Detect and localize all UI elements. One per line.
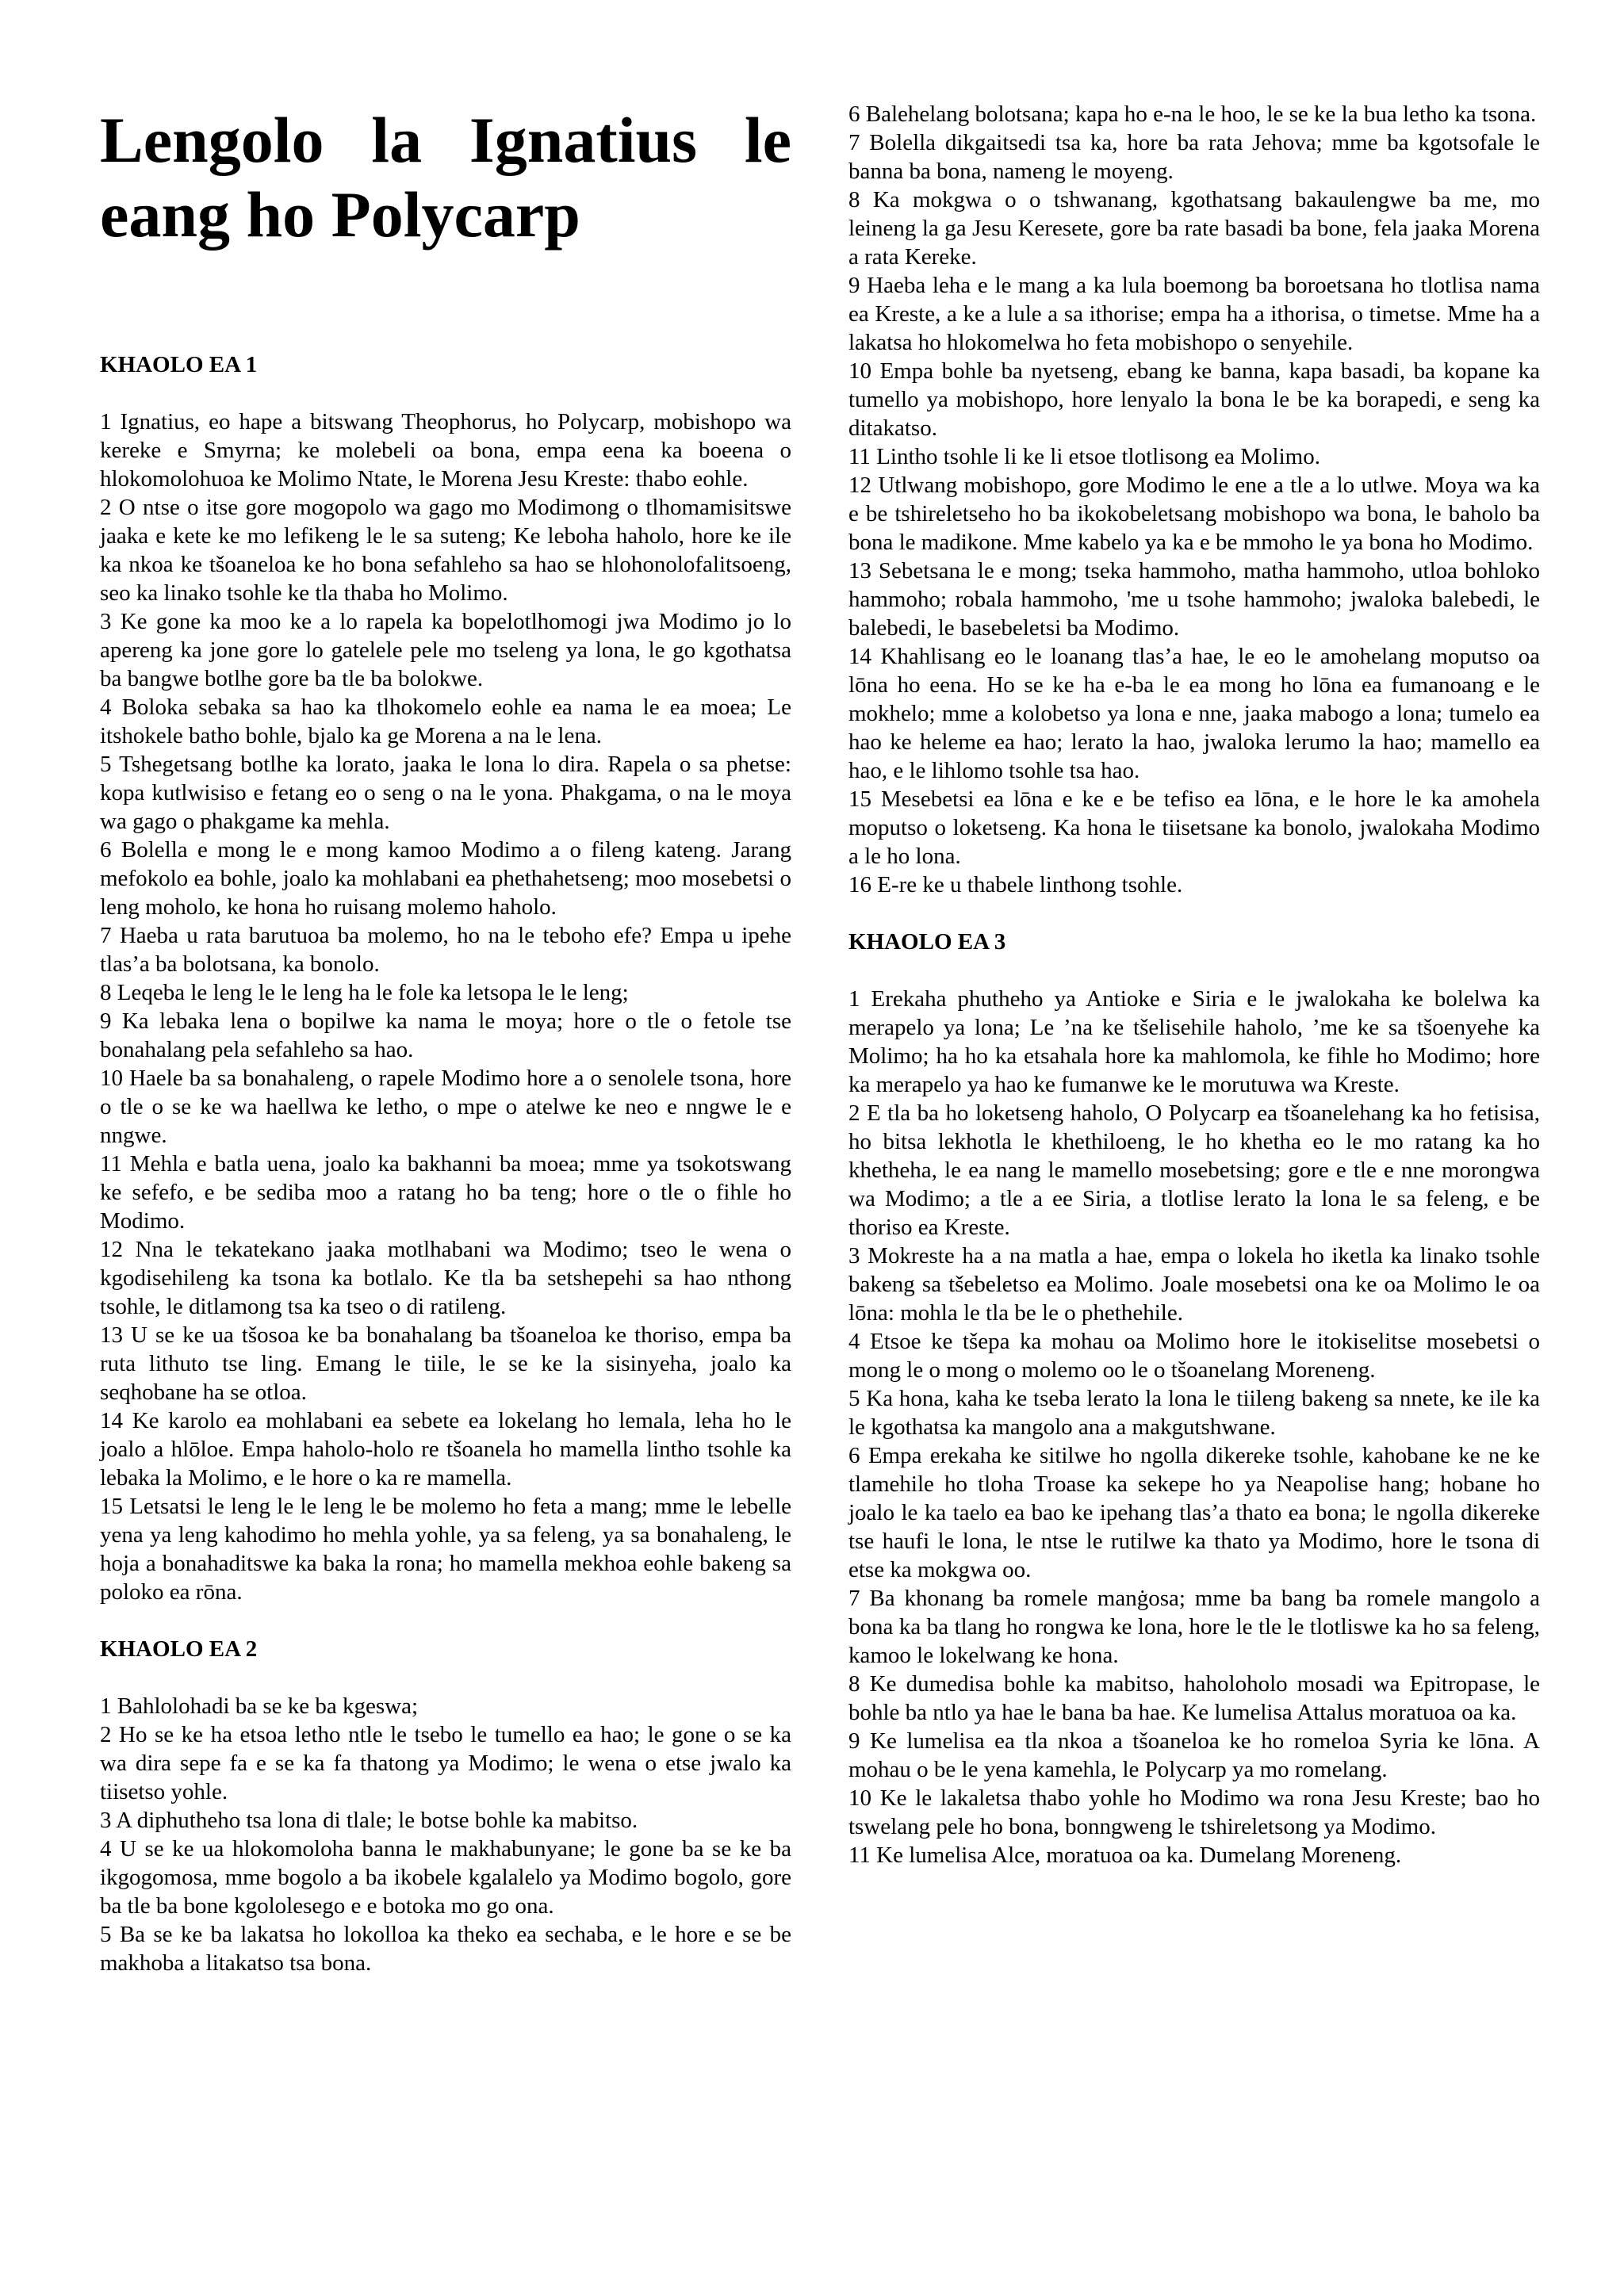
verse: 4 Boloka sebaka sa hao ka tlhokomelo eohle ea nama le ea moea; Le itshokele batho bohle, bjalo ka ge Morena a na le lena. — [100, 695, 791, 748]
chapter-1-heading: KHAOLO EA 1 — [100, 352, 258, 377]
verse: 1 Erekaha phutheho ya Antioke e Siria e le jwalokaha ke bolelwa ka merapelo ya lona; Le ’na ke tšelisehile haholo, ’me ke sa tšoenyehe ka Molimo; ha ho ka etsahala hore ka mahlomola, ke fihle ho Modimo; hore ka merapelo ya hao ke fumanwe ke le morutuwa wa Kreste. — [848, 986, 1540, 1097]
verse: 11 Ke lumelisa Alce, moratuoa oa ka. Dumelang Moreneng. — [848, 1843, 1402, 1868]
chapter-1-verses — [100, 408, 791, 1606]
verse: 2 E tla ba ho loketseng haholo, O Polycarp ea tšoanelehang ka ho fetisisa, ho bitsa lekhotla le khethiloeng, le ho khetha eo le mo ratang ka ho khetheha, le ea nang le mamello mosebetsing; gore e tle e nne morongwa wa Modimo; a tle a ee Siria, a tlotlise lerato la lona le sa feleng, e be thoriso ea Kreste. — [848, 1100, 1540, 1240]
verse: 11 Mehla e batla uena, joalo ka bakhanni ba moea; mme ya tsokotswang ke sefefo, e be sediba moo a ratang ho ba teng; hore o tle o fihle ho Modimo. — [100, 1151, 791, 1234]
chapter-2-verses-left — [100, 1692, 791, 1977]
verse: 3 A diphutheho tsa lona di tlale; le botse bohle ka mabitso. — [100, 1808, 638, 1833]
verse: 16 E-re ke u thabele linthong tsohle. — [848, 872, 1183, 897]
verse: 15 Letsatsi le leng le le leng le be molemo ho feta a mang; mme le lebelle yena ya leng kahodimo ho mehla yohle, ya sa feleng, ya sa bonahaleng, le hoja a bonahaditswe ka baka la rona; ho mamella mekhoa eohle bakeng sa poloko ea rōna. — [100, 1494, 791, 1605]
verse: 12 Nna le tekatekano jaaka motlhabani wa Modimo; tseo le wena o kgodisehileng ka tsona ka botlalo. Ke tla ba setshepehi sa hao nthong tsohle, le ditlamong tsa ka tseo o di ratileng. — [100, 1237, 791, 1319]
title-line-1: Lengolo la Ignatius le — [100, 104, 791, 176]
verse: 10 Ke le lakaletsa thabo yohle ho Modimo wa rona Jesu Kreste; bao ho tswelang pele ho bona, bonngweng le tshireletsong ya Modimo. — [848, 1785, 1540, 1839]
verse: 11 Lintho tsohle li ke li etsoe tlotlisong ea Molimo. — [848, 444, 1320, 469]
right-column — [848, 100, 1540, 1869]
verse: 3 Mokreste ha a na matla a hae, empa o lokela ho iketla ka linako tsohle bakeng sa tšebeletso ea Molimo. Joale mosebetsi ona ke oa Molimo le oa lōna: mohla le tla be le o phethehile. — [848, 1243, 1540, 1326]
verse: 13 U se ke ua tšosoa ke ba bonahalang ba tšoaneloa ke thoriso, empa ba ruta lithuto tse ling. Emang le tiile, le se ke la sisinyeha, joalo ka seqhobane ha se otloa. — [100, 1322, 791, 1405]
verse: 6 Bolella e mong le e mong kamoo Modimo a o fileng kateng. Jarang mefokolo ea bohle, joalo ka mohlabani ea phethahetseng; moo mosebetsi o leng moholo, ke hona ho ruisang molemo haholo. — [100, 837, 791, 920]
verse: 7 Bolella dikgaitsedi tsa ka, hore ba rata Jehova; mme ba kgotsofale le banna ba bona, nameng le moyeng. — [848, 130, 1540, 184]
verse: 2 Ho se ke ha etsoa letho ntle le tsebo le tumello ea hao; le gone o se ka wa dira sepe fa e se ka fa thatong ya Modimo; le wena o etse jwalo ka tiisetso yohle. — [100, 1722, 791, 1804]
verse: 14 Ke karolo ea mohlabani ea sebete ea lokelang ho lemala, leha ho le joalo a hlōloe. Empa haholo-holo re tšoanela ho mamella lintho tsohle ka lebaka la Molimo, e le hore o ka re mamella. — [100, 1408, 791, 1490]
chapter-2-verses-right — [848, 100, 1540, 899]
verse: 10 Haele ba sa bonahaleng, o rapele Modimo hore a o senolele tsona, hore o tle o se ke wa haellwa ke letho, o mpe o atelwe ke neo e nngwe le e nngwe. — [100, 1066, 791, 1148]
verse: 7 Ba khonang ba romele manġosa; mme ba bang ba romele mangolo a bona ka ba tlang ho rongwa ke lona, hore le tle le tlotliswe ka ho sa feleng, kamoo le lokelwang ke hona. — [848, 1586, 1540, 1668]
verse: 1 Bahlolohadi ba se ke ba kgeswa; — [100, 1693, 419, 1719]
verse: 4 U se ke ua hlokomoloha banna le makhabunyane; le gone ba se ke ba ikgogomosa, mme bogolo a ba ikobele kgalalelo ya Modimo bogolo, gore ba tle ba bone kgololesego e e botoka mo go ona. — [100, 1836, 791, 1919]
verse: 7 Haeba u rata barutuoa ba molemo, ho na le teboho efe? Empa u ipehe tlas’a ba bolotsana, ka bonolo. — [100, 923, 791, 977]
title-line-2: eang ho Polycarp — [100, 178, 580, 251]
verse: 9 Ke lumelisa ea tla nkoa a tšoaneloa ke ho romeloa Syria ke lōna. A mohau o be le yena kamehla, le Polycarp ya mo romelang. — [848, 1728, 1540, 1782]
verse: 5 Tshegetsang botlhe ka lorato, jaaka le lona lo dira. Rapela o sa phetse: kopa kutlwisiso e fetang eo o seng o na le yona. Phakgama, o na le moya wa gago o phakgame ka mehla. — [100, 752, 791, 834]
chapter-2-heading: KHAOLO EA 2 — [100, 1636, 258, 1662]
verse: 14 Khahlisang eo le loanang tlas’a hae, le eo le amohelang moputso oa lōna ho eena. Ho se ke ha e-ba le ea mong ho lōna ea fumanoang e le mokhelo; mme a kolobetso ya lona e nne, jaaka mabogo a lona; tumelo ea hao ke heleme ea hao; lerato la hao, jwaloka lerumo la hao; mamello ea hao, e le lihlomo tsohle tsa hao. — [848, 644, 1540, 783]
verse: 5 Ka hona, kaha ke tseba lerato la lona le tiileng bakeng sa nnete, ke ile ka le kgothatsa ka mangolo ana a makgutshwane. — [848, 1386, 1540, 1440]
verse: 8 Ke dumedisa bohle ka mabitso, haholoholo mosadi wa Epitropase, le bohle ba ntlo ya hae le bana ba hae. Ke lumelisa Attalus moratuoa oa ka. — [848, 1671, 1540, 1725]
verse: 15 Mesebetsi ea lōna e ke e be tefiso ea lōna, e le hore le ka amohela moputso o loketseng. Ka hona le tiisetsane ka bonolo, jwalokaha Modimo a le ho lona. — [848, 786, 1540, 869]
verse: 2 O ntse o itse gore mogopolo wa gago mo Modimong o tlhomamisitswe jaaka e kete ke mo lefikeng le le sa suteng; Ke leboha haholo, hore ke ile ka nkoa ke tšoaneloa ke ho bona sefahleho sa hao se hlohonolofalitsoeng, seo ka linako tsohle ke tla thaba ho Molimo. — [100, 495, 791, 606]
verse: 6 Empa erekaha ke sitilwe ho ngolla dikereke tsohle, kahobane ke ne ke tlamehile ho tloha Troase ka sekepe ho ya Neapolise hang; hobane ho joalo le ka taelo ea bao ke ipehang tlas’a thato ea bona; le ngolla dikereke tse haufi le lona, le ntse le rutilwe ka thato ya Modimo, hore le tsona di etse ka mokgwa oo. — [848, 1443, 1540, 1582]
verse: 8 Leqeba le leng le le leng ha le fole ka letsopa le le leng; — [100, 980, 629, 1005]
verse: 6 Balehelang bolotsana; kapa ho e-na le hoo, le se ke la bua letho ka tsona. — [848, 101, 1537, 127]
left-column — [100, 103, 791, 1977]
chapter-3-verses — [848, 985, 1540, 1869]
document-title — [100, 103, 791, 252]
verse: 9 Ka lebaka lena o bopilwe ka nama le moya; hore o tle o fetole tse bonahalang pela sefahleho sa hao. — [100, 1008, 791, 1062]
verse: 9 Haeba leha e le mang a ka lula boemong ba boroetsana ho tlotlisa nama ea Kreste, a ke a lule a sa ithorise; empa ha a ithorisa, o timetse. Mme ha a lakatsa ho hlokomelwa ho feta mobishopo o senyehile. — [848, 273, 1540, 355]
verse: 3 Ke gone ka moo ke a lo rapela ka bopelotlhomogi jwa Modimo jo lo apereng ka jone gore lo gatelele pele mo tseleng ya lona, le go kgothatsa ba bangwe botlhe gore ba tle ba bolokwe. — [100, 609, 791, 691]
verse: 12 Utlwang mobishopo, gore Modimo le ene a tle a lo utlwe. Moya wa ka e be tshireletseho ho ba ikokobeletsang mobishopo wa bona, le baholo ba bona le madikone. Mme kabelo ya ka e be mmoho le ya bona ho Modimo. — [848, 473, 1540, 555]
verse: 10 Empa bohle ba nyetseng, ebang ke banna, kapa basadi, ba kopane ka tumello ya mobishopo, hore lenyalo la bona le be ka borapedi, e seng ka ditakatso. — [848, 358, 1540, 441]
verse: 5 Ba se ke ba lakatsa ho lokolloa ka theko ea sechaba, e le hore e se be makhoba a litakatso tsa bona. — [100, 1922, 791, 1976]
verse: 1 Ignatius, eo hape a bitswang Theophorus, ho Polycarp, mobishopo wa kereke e Smyrna; ke molebeli oa bona, empa eena ka boeena o hlokomolohuoa ke Molimo Ntate, le Morena Jesu Kreste: thabo eohle. — [100, 409, 791, 492]
chapter-3-heading: KHAOLO EA 3 — [848, 929, 1006, 955]
verse: 13 Sebetsana le e mong; tseka hammoho, matha hammoho, utloa bohloko hammoho; robala hammoho, 'me u tsohe hammoho; jwaloka balebedi, le balebedi, le basebeletsi ba Modimo. — [848, 558, 1540, 641]
verse: 4 Etsoe ke tšepa ka mohau oa Molimo hore le itokiselitse mosebetsi o mong le o mong o molemo oo le o tšoanelang Moreneng. — [848, 1329, 1540, 1383]
verse: 8 Ka mokgwa o o tshwanang, kgothatsang bakaulengwe ba me, mo leineng la ga Jesu Keresete, gore ba rate basadi ba bone, fela jaaka Morena a rata Kereke. — [848, 187, 1540, 270]
